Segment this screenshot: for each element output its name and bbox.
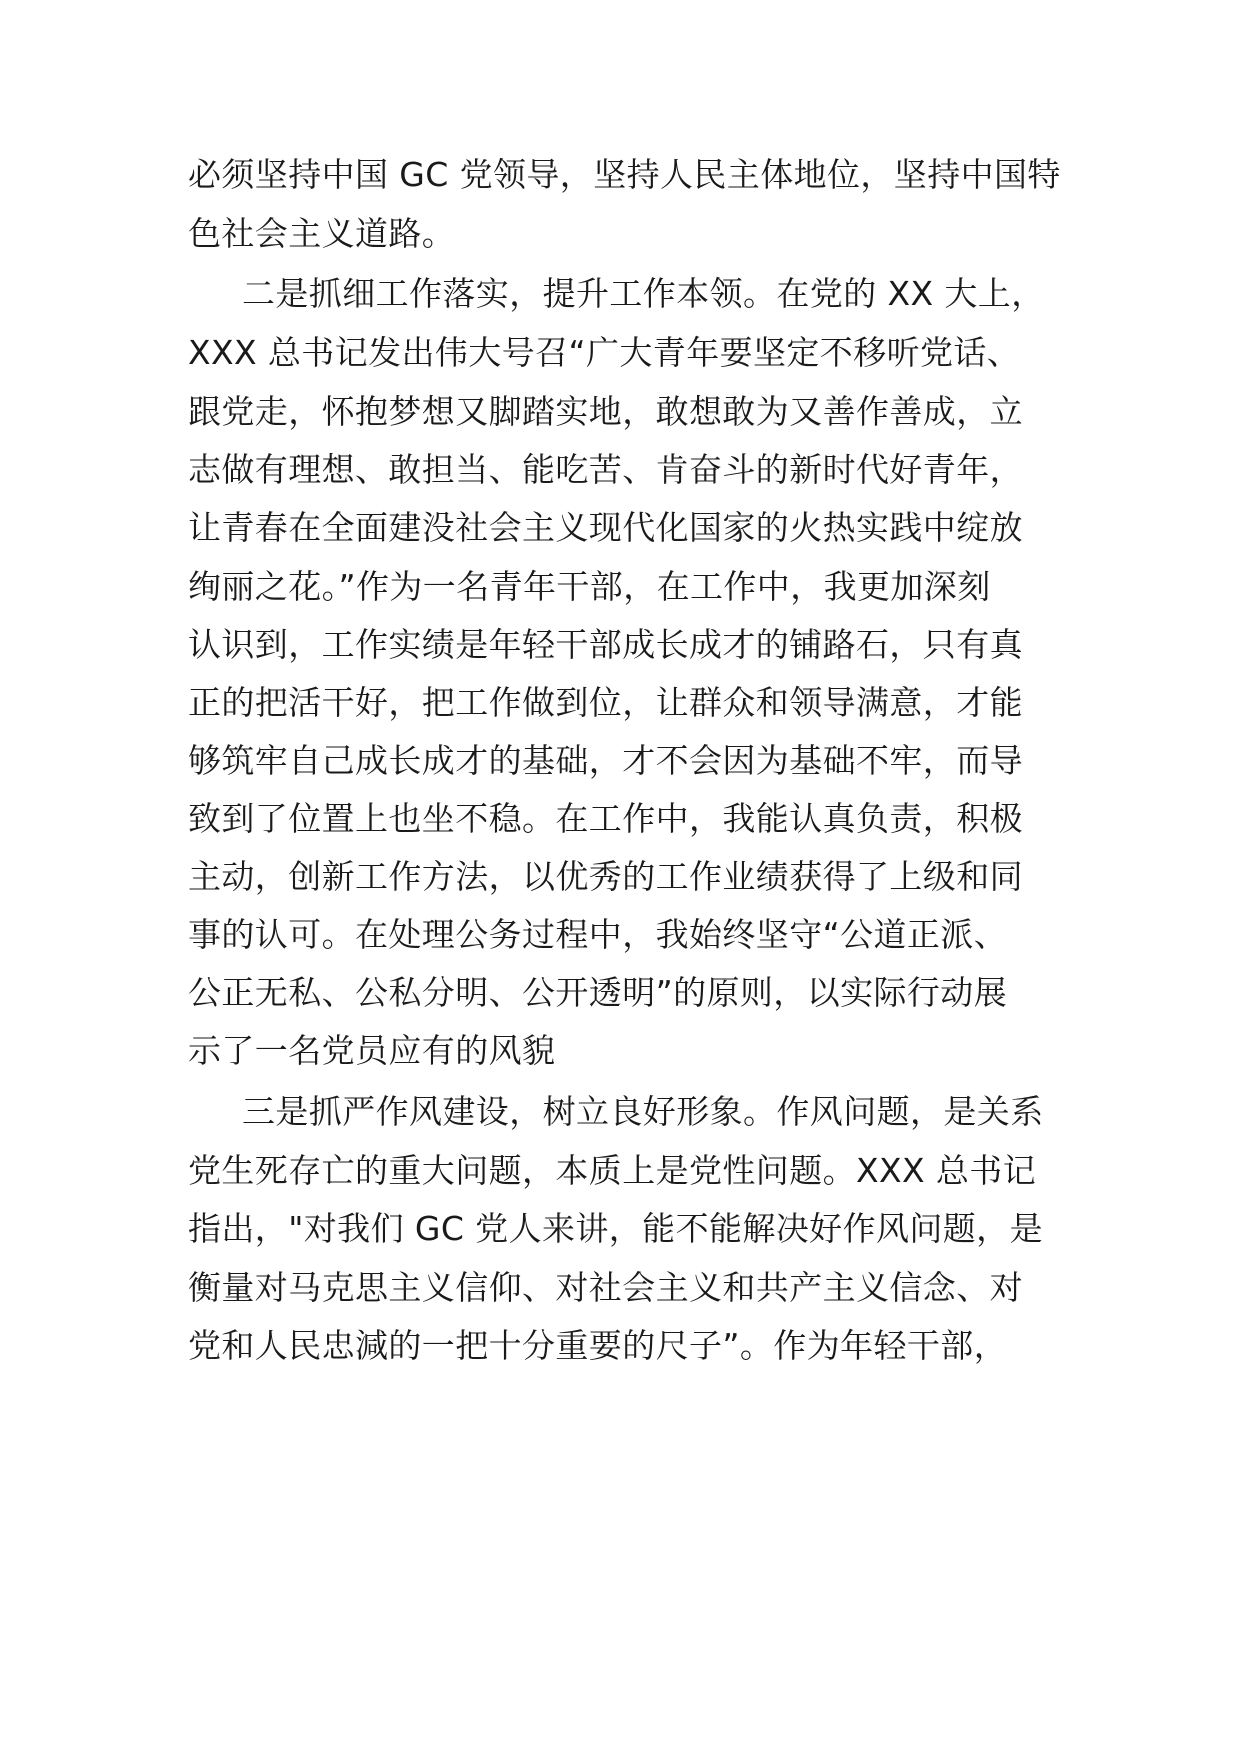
text-line: 公正无私、公私分明、公开透明”的原则，以实际行动展 — [188, 973, 1008, 1012]
text-line: 事的认可。在处理公务过程中，我始终坚守“公道正派、 — [188, 915, 1008, 954]
text-line: 绚丽之花。”作为一名青年干部，在工作中，我更加深刻 — [188, 567, 991, 606]
text-line: 示了一名党员应有的风貌 — [188, 1031, 556, 1070]
text-line: 让青春在全面建没社会主义现代化国家的火热实践中绽放 — [188, 508, 1023, 547]
text-line: 衡量对马克思主义信仰、对社会主义和共产主义信念、对 — [188, 1268, 1023, 1307]
text-line: 党生死存亡的重大问题，本质上是党性问题。XXX 总书记 — [188, 1151, 1037, 1190]
text-line: 志做有理想、敢担当、能吃苦、肯奋斗的新时代好青年， — [188, 450, 1023, 489]
text-line: 正的把活干好，把工作做到位，让群众和领导满意，才能 — [188, 683, 1023, 722]
text-line: 指出，"对我们 GC 党人来讲，能不能解决好作风问题，是 — [188, 1209, 1043, 1248]
text-line: 必须坚持中国 GC 党领导，坚持人民主体地位，坚持中国特 — [188, 155, 1061, 194]
text-line: 致到了位置上也坐不稳。在工作中，我能认真负责，积极 — [188, 799, 1023, 838]
paragraph-start-line: 三是抓严作风建设，树立良好形象。作风问题，是关系 — [242, 1092, 1044, 1131]
text-line: 色社会主义道路。 — [188, 214, 456, 253]
text-line: 跟党走，怀抱梦想又脚踏实地，敢想敢为又善作善成，立 — [188, 392, 1023, 431]
text-line: 认识到，工作实绩是年轻干部成长成才的铺路石，只有真 — [188, 625, 1023, 664]
text-line: 党和人民忠減的一把十分重要的尺子”。作为年轻干部， — [188, 1326, 1008, 1365]
paragraph-start-line: 二是抓细工作落实，提升工作本领。在党的 XX 大上， — [242, 274, 1045, 313]
text-line: 够筑牢自己成长成才的基础，才不会因为基础不牢，而导 — [188, 741, 1023, 780]
text-line: 主动，创新工作方法，以优秀的工作业绩获得了上级和同 — [188, 857, 1023, 896]
text-line: XXX 总书记发出伟大号召“广大青年要坚定不移听党话、 — [188, 333, 1021, 372]
